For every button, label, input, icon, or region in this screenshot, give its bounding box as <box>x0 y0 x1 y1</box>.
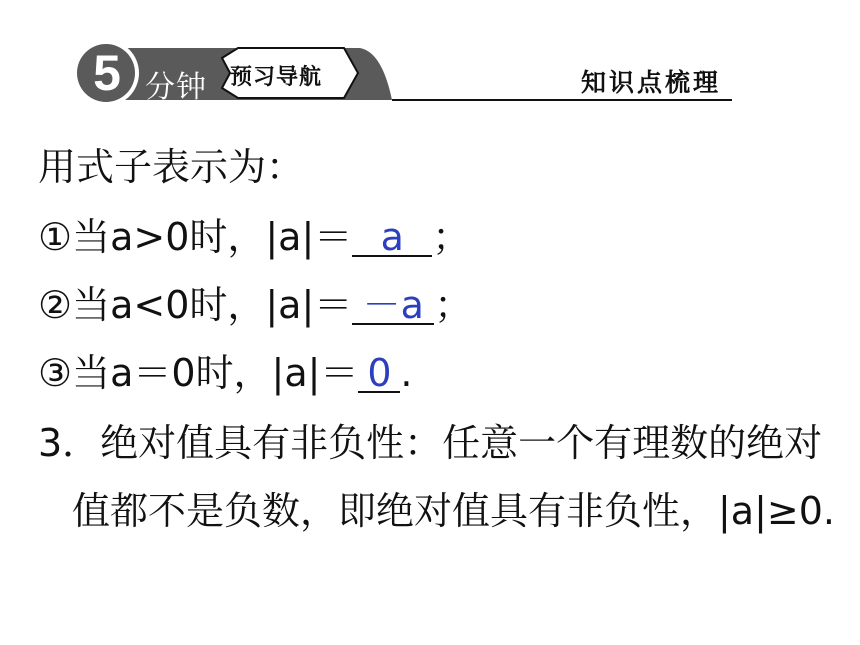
case3-answer: 0 <box>358 355 400 393</box>
case1-suffix: ； <box>432 215 471 259</box>
intro-text: 用式子表示为： <box>38 145 305 189</box>
case2-prefix: ②当a<0时，|a|＝ <box>38 283 353 327</box>
case2-line <box>38 282 472 328</box>
case2-suffix: ； <box>434 283 473 327</box>
intro-line <box>38 144 304 190</box>
point3-line1 <box>38 420 822 466</box>
case2-answer: －a <box>352 287 434 325</box>
case3-line <box>38 350 413 396</box>
badge-label: 分钟 <box>145 70 207 105</box>
case1-answer: a <box>352 219 432 257</box>
badge-tag: 预习导航 <box>230 64 323 90</box>
point3-text-2: 值都不是负数，即绝对值具有非负性，|a|≥0. <box>72 489 835 533</box>
section-title: 知识点梳理 <box>581 68 722 97</box>
badge-number: 5 <box>93 45 121 101</box>
header-banner <box>0 0 860 110</box>
case3-suffix: . <box>400 351 413 395</box>
point3-text-1: 3．绝对值具有非负性：任意一个有理数的绝对 <box>38 421 823 465</box>
case1-line <box>38 214 470 260</box>
point3-line2 <box>72 488 835 534</box>
case1-prefix: ①当a>0时，|a|＝ <box>38 215 353 259</box>
case3-prefix: ③当a＝0时，|a|＝ <box>38 351 359 395</box>
